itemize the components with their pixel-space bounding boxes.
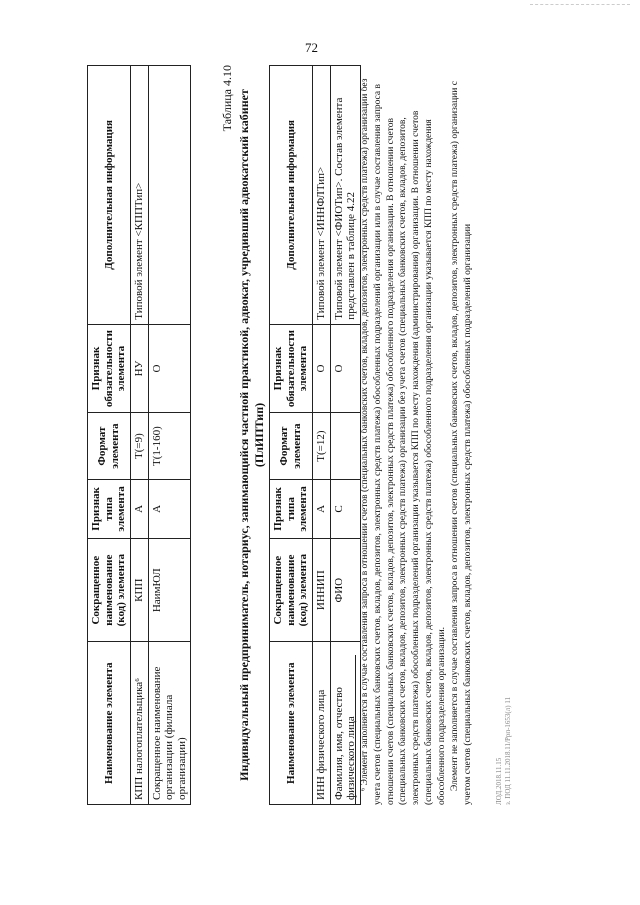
table-cell: T(=12) bbox=[312, 413, 330, 480]
footnote-separator bbox=[355, 655, 356, 805]
table-elements-1 bbox=[87, 65, 191, 805]
header-cell: Сокращенное наименование (код) элемента bbox=[88, 538, 131, 641]
header-cell: Формат элемента bbox=[270, 413, 313, 480]
footnote-6-continuation: Элемент не заполняется в случае составления запроса в отношении счетов (специальных банковских счетов, вкладов, депозитов, электронных средств платежа) организации с учетом счетов (специальных банковских счетов, вкладов, депозитов, электронных средств платежа) обособленных подразделений организации bbox=[449, 81, 473, 805]
table-cell: Типовой элемент <КППТип> bbox=[130, 66, 148, 325]
page-number: 72 bbox=[305, 40, 318, 55]
table-cell: А bbox=[312, 479, 330, 538]
table-cell: С bbox=[330, 479, 360, 538]
table-cell: НУ bbox=[130, 324, 148, 413]
table-cell: Типовой элемент <ИННФЛТип> bbox=[312, 66, 330, 325]
header-cell: Дополнительная информация bbox=[270, 66, 313, 325]
table-cell: Фамилия, имя, отчество физического лица bbox=[330, 642, 360, 805]
table-cell: А bbox=[148, 479, 191, 538]
table-row bbox=[148, 66, 191, 805]
table-cell: КПП bbox=[130, 538, 148, 641]
document-footer bbox=[495, 405, 513, 805]
header-cell: Наименование элемента bbox=[88, 642, 131, 805]
table-row bbox=[130, 66, 148, 805]
footnote-6: ⁶ Элемент заполняется в случае составления запроса в отношении счетов (специальных банковских счетов, вкладов, депозитов, электронных средств платежа) организации без учета счетов (специальных банковских счетов, вкладов, депозитов, электронных средств платежа) обособленных подразделений организации или в случае составления запроса в отношении счетов (специальных банковских счетов, вкладов, депозитов, электронных средств платежа) обособленного подразделения организации. В отношении счетов (специальных банковских счетов, вкладов, депозитов, электронных средств платежа) организации без учета счетов (специальных банковских счетов, вкладов, депозитов, электронных средств платежа) обособленных подразделений организации указывается КПП по месту нахождения (администрирования) организации. В отношении счетов (специальных банковских счетов, вкладов, депозитов, электронных средств платежа) обособленного подразделения организации указывается КПП по месту нахождения обособленного подразделения организации. bbox=[360, 78, 447, 805]
table-row bbox=[312, 66, 330, 805]
table-cell: Типовой элемент <ФИОТип>. Состав элемента представлен в таблице 4.22 bbox=[330, 66, 360, 325]
table-cell: T(=9) bbox=[130, 413, 148, 480]
table-cell bbox=[330, 413, 360, 480]
footer-line: з. ПОД 11.11.2018.11/Ррп-1653(л) 11 bbox=[504, 696, 513, 805]
table-cell: А bbox=[130, 479, 148, 538]
table-cell: ИНН физического лица bbox=[312, 642, 330, 805]
header-cell: Формат элемента bbox=[88, 413, 131, 480]
table-cell: О bbox=[148, 324, 191, 413]
table-elements-2 bbox=[269, 65, 361, 805]
table-cell: ИННИП bbox=[312, 538, 330, 641]
table-cell: T(1-160) bbox=[148, 413, 191, 480]
header-cell: Признак типа элемента bbox=[88, 479, 131, 538]
table-cell: Сокращенное наименование организации (филиала организации) bbox=[148, 642, 191, 805]
table-cell: НаимЮЛ bbox=[148, 538, 191, 641]
table-cell: КПП налогоплательщика⁶ bbox=[130, 642, 148, 805]
header-cell: Дополнительная информация bbox=[88, 66, 131, 325]
header-cell: Наименование элемента bbox=[270, 642, 313, 805]
table-cell bbox=[148, 66, 191, 325]
table-cell: ФИО bbox=[330, 538, 360, 641]
footnotes bbox=[359, 65, 474, 805]
header-cell: Признак обязательности элемента bbox=[270, 324, 313, 413]
table-cell: О bbox=[312, 324, 330, 413]
table-caption: Таблица 4.10 bbox=[220, 65, 234, 132]
footer-line: ЛОД.2018.11.15 bbox=[495, 757, 503, 805]
table-header-row bbox=[270, 66, 313, 805]
header-cell: Признак типа элемента bbox=[270, 479, 313, 538]
top-dashed-line bbox=[530, 4, 630, 5]
table-cell: О bbox=[330, 324, 360, 413]
table-title: Индивидуальный предприниматель, нотариус, занимающийся частной практикой, адвокат, учредивший адвокатский кабинет (ПлИПТип) bbox=[237, 89, 266, 781]
rotated-page-content bbox=[55, 65, 525, 805]
header-cell: Признак обязательности элемента bbox=[88, 324, 131, 413]
header-cell: Сокращенное наименование (код) элемента bbox=[270, 538, 313, 641]
table-header-row bbox=[88, 66, 131, 805]
